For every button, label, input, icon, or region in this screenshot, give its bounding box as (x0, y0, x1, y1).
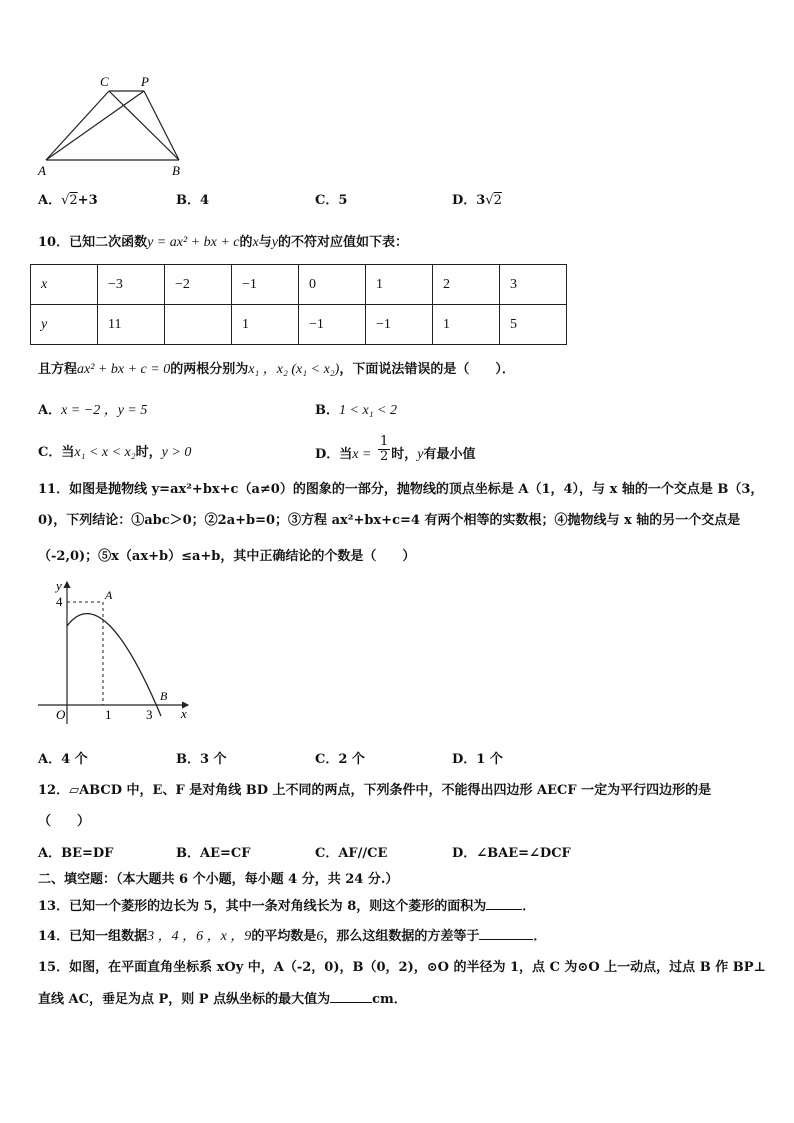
q10-option-b[interactable]: B．1 < x₁ < 2 (315, 403, 397, 418)
table-cell: y (31, 305, 98, 345)
q11-line3: （-2,0)；⑤x（ax+b）≤a+b，其中正确结论的个数是（ ） (38, 549, 416, 564)
table-cell: −2 (165, 265, 232, 305)
q15-line2: 直线 AC，垂足为点 P，则 P 点纵坐标的最大值为 cm． (38, 992, 407, 1007)
label-y: y (56, 578, 62, 593)
q10-value-table (30, 264, 567, 345)
table-row-x (31, 265, 567, 305)
table-cell: 5 (500, 305, 567, 345)
q9-option-b[interactable]: B．4 (176, 193, 210, 208)
label-3: 3 (146, 707, 153, 722)
table-cell: −1 (232, 265, 299, 305)
label-c: C (100, 74, 109, 89)
table-cell: −3 (98, 265, 165, 305)
q11-option-a[interactable]: A．4 个 (38, 752, 88, 767)
q11-parabola-graph (36, 576, 196, 726)
label-b: B (160, 689, 168, 703)
table-cell (165, 305, 232, 345)
table-cell: x (31, 265, 98, 305)
q11-line2: 0)，下列结论：①abc＞0；②2a+b=0；③方程 ax²+bx+c=4 有两个相等的实数根；④抛物线与 x 轴的另一个交点是 (38, 513, 741, 528)
q12-line2: （ ） (38, 814, 91, 829)
q12-option-d[interactable]: D．∠BAE=∠DCF (452, 846, 571, 861)
table-cell: −1 (299, 305, 366, 345)
label-o: O (56, 707, 66, 722)
segment-pb (144, 91, 179, 160)
segment-ac (46, 91, 109, 160)
segment-cb (109, 91, 179, 160)
label-a: A (105, 588, 113, 602)
q13: 13．已知一个菱形的边长为 5，其中一条对角线长为 8，则这个菱形的面积为 ． (38, 899, 536, 914)
table-cell: 1 (366, 265, 433, 305)
q11-option-c[interactable]: C．2 个 (315, 752, 365, 767)
q15-line1: 15．如图，在平面直角坐标系 xOy 中，A（-2，0)，B（0，2)，⊙O 的半径为 1，点 C 为⊙O 上一动点，过点 B 作 BP⊥ (38, 960, 766, 975)
section-heading: 二、填空题：（本大题共 6 个小题，每小题 4 分，共 24 分.） (38, 872, 399, 887)
q10-option-d[interactable]: D．当x = $\frac{1}{2}$ 时，y有最小值 (315, 434, 476, 464)
q9-option-d[interactable]: D．3√2 (452, 193, 502, 208)
q12-option-b[interactable]: B．AE=CF (176, 846, 251, 861)
label-a: A (38, 163, 46, 178)
table-cell: 1 (232, 305, 299, 345)
label-4: 4 (56, 594, 63, 609)
fraction: $\frac{1}{2}$ (379, 434, 389, 464)
table-cell: −1 (366, 305, 433, 345)
q12-option-a[interactable]: A．BE=DF (38, 846, 114, 861)
q11-option-d[interactable]: D．1 个 (452, 752, 503, 767)
q12-line1: 12．▱ABCD 中，E、F 是对角线 BD 上不同的两点，下列条件中，不能得出四边形 AECF 一定为平行四边形的是 (38, 783, 712, 798)
q9-option-a[interactable]: A．√2+3 (38, 193, 98, 208)
sqrt-icon: √2 (61, 193, 78, 208)
q10-option-c[interactable]: C．当x₁ < x < x₂时，y > 0 (38, 445, 192, 460)
q10-option-a[interactable]: A．x = −2 ，y = 5 (38, 403, 148, 418)
q9-trapezoid-figure (36, 72, 188, 182)
q14: 14．已知一组数据3 ，4 ，6 ，x ，9的平均数是6，那么这组数据的方差等于 ． (38, 929, 547, 944)
q11-line1: 11．如图是抛物线 y=ax²+bx+c（a≠0）的图象的一部分，抛物线的顶点坐标是 A（1，4），与 x 轴的一个交点是 B（3， (38, 482, 764, 497)
answer-blank[interactable] (330, 1002, 372, 1003)
segment-ap (46, 91, 144, 160)
q9-option-c[interactable]: C．5 (315, 193, 348, 208)
table-cell: 0 (299, 265, 366, 305)
label-b: B (172, 163, 180, 178)
answer-blank[interactable] (479, 939, 533, 940)
label-1: 1 (105, 707, 112, 722)
q11-option-b[interactable]: B．3 个 (176, 752, 227, 767)
table-cell: 1 (433, 305, 500, 345)
q10-condition: 且方程ax² + bx + c = 0的两根分别为x₁ ，x₂ (x₁ < x₂)，下面说法错误的是（ ）． (38, 362, 515, 377)
label-x: x (181, 706, 187, 721)
table-row-y (31, 305, 567, 345)
table-cell: 11 (98, 305, 165, 345)
parabola-curve (67, 614, 161, 716)
sqrt-icon: √2 (485, 193, 502, 208)
table-cell: 2 (433, 265, 500, 305)
q10-stem: 10．已知二次函数y = ax² + bx + c的x与y的不符对应值如下表： (38, 235, 408, 250)
q12-option-c[interactable]: C．AF//CE (315, 846, 388, 861)
table-cell: 3 (500, 265, 567, 305)
answer-blank[interactable] (486, 909, 522, 910)
label-p: P (141, 74, 149, 89)
